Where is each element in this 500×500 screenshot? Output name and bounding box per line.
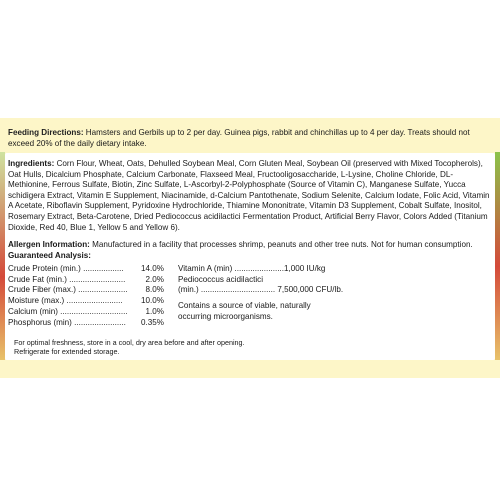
- analysis-row: [8, 296, 164, 307]
- allergen-label: Allergen Information:: [8, 240, 90, 249]
- allergen-section: [8, 240, 492, 251]
- analysis-value: 14.0%: [141, 264, 164, 273]
- analysis-row: [8, 307, 164, 318]
- feeding-text: Hamsters and Gerbils up to 2 per day. Guinea pigs, rabbit and chinchillas up to 4 per day. Treats should not exceed 20% of the daily dietary intake.: [8, 128, 470, 148]
- pediococcus-value: (min.) ................................. 7,500,000 CFU/lb.: [178, 285, 344, 295]
- analysis-value: 8.0%: [145, 285, 164, 295]
- analysis-row: [8, 318, 164, 329]
- analysis-name: Moisture (max.) .........................: [8, 296, 123, 306]
- microorganism-note: Contains a source of viable, naturally occurring microorganisms.: [178, 301, 311, 321]
- analysis-name: Crude Protein (min.) ..................: [8, 264, 124, 273]
- analysis-name: Calcium (min) ..............................: [8, 306, 128, 316]
- analysis-value: 10.0%: [141, 296, 164, 306]
- storage-line: Refrigerate for extended storage.: [14, 347, 120, 357]
- storage-line: For optimal freshness, store in a cool, dry area before and after opening.: [14, 338, 245, 347]
- analysis-row: [8, 275, 164, 286]
- storage-instructions: [14, 338, 314, 356]
- analysis-name: Crude Fiber (max.) ......................: [8, 285, 128, 295]
- guaranteed-analysis-table: [8, 264, 164, 328]
- guaranteed-analysis-heading: Guaranteed Analysis:: [8, 251, 91, 260]
- analysis-row: [8, 285, 164, 296]
- ingredients-label: Ingredients:: [8, 159, 55, 168]
- analysis-value: 0.35%: [141, 317, 164, 327]
- allergen-text: Manufactured in a facility that processes shrimp, peanuts and other tree nuts. Not for human consumption.: [89, 240, 473, 249]
- feeding-directions: [8, 127, 492, 149]
- guaranteed-analysis-extra: [178, 264, 348, 323]
- analysis-row: [8, 264, 164, 275]
- vitamin-a-row: Vitamin A (min) ......................1,000 IU/kg: [178, 264, 326, 273]
- ingredients-text: Corn Flour, Wheat, Oats, Dehulled Soybean Meal, Corn Gluten Meal, Soybean Oil (preserved with Mixed Tocopherols), Oat Hulls, Dicalcium Phosphate, Calcium Carbonate, Flaxseed Meal, Fructooligosaccharide, L-Lysine, Choline Chloride, DL-Methionine, Ferrous Sulfate, Biotin, Zinc Sulfate, L-Ascorbyl-2-Polyphosphate (Source of Vitamin C), Manganese Sulfate, Yucca schidigera Extract, Vitamin E Supplement, Niacinamide, d-Calcium Pantothenate, Sodium Selenite, Calcium Iodate, Folic Acid, Vitamin A Acetate, Riboflavin Supplement, Pyridoxine Hydrochloride, Thiamine Mononitrate, Vitamin D3 Supplement, Cobalt Sulfate, Inositol, Rosemary Extract, Beta-Carotene, Dried Pediococcus acidilactici Fermentation Product, Artificial Berry Flavor, Colors Added (Titanium Dioxide, Red 40, Blue 1, Yellow 5 and Yellow 6).: [8, 159, 490, 232]
- pediococcus-name: Pediococcus acidilactici: [178, 274, 264, 284]
- analysis-value: 2.0%: [145, 274, 164, 284]
- analysis-value: 1.0%: [145, 306, 164, 316]
- feeding-label: Feeding Directions:: [8, 128, 84, 137]
- ingredients-section: [8, 159, 492, 233]
- analysis-name: Phosphorus (min) .......................: [8, 317, 126, 327]
- right-decorative-stripe: [495, 152, 500, 360]
- analysis-name: Crude Fat (min.) .........................: [8, 274, 126, 284]
